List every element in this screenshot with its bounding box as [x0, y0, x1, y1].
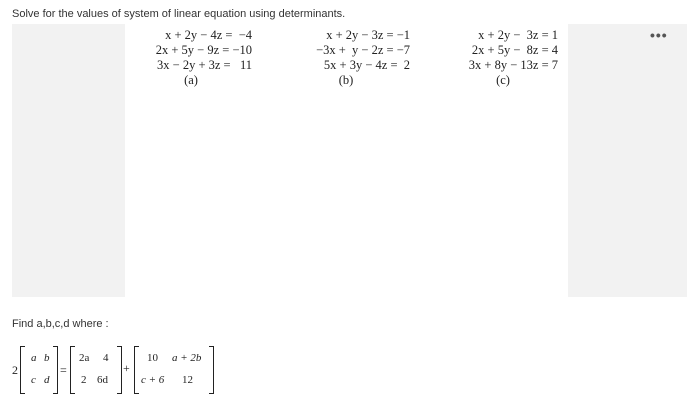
matrix-cell: 4: [103, 352, 109, 364]
matrix-1: [70, 346, 122, 394]
bracket-right: [53, 346, 58, 394]
matrix-cell: 10: [147, 352, 158, 364]
more-options-icon[interactable]: •••: [650, 27, 668, 43]
equation: x + 2y − 4z = −4: [165, 28, 252, 42]
system-label: (b): [338, 73, 354, 87]
equation: x + 2y − 3z = 1: [478, 28, 558, 42]
matrix-lhs: [20, 346, 58, 394]
system-panel-right: [568, 24, 687, 297]
equation: 2x + 5y − 9z = −10: [155, 43, 252, 57]
question-1-title: Solve for the values of system of linear equation using determinants.: [12, 8, 346, 20]
matrix-cell: 12: [182, 374, 193, 386]
system-c: [448, 28, 558, 88]
bracket-left: [70, 346, 75, 394]
bracket-left: [134, 346, 139, 394]
equals-sign: =: [60, 363, 67, 377]
matrix-cell: 6d: [97, 374, 108, 386]
system-a: [130, 28, 252, 88]
matrix-cell: c: [31, 374, 36, 386]
matrix-cell: 2: [81, 374, 87, 386]
system-label: (c): [496, 73, 510, 87]
equation: 3x + 8y − 13z = 7: [468, 58, 558, 72]
equation: x + 2y − 3z = −1: [326, 28, 410, 42]
equation: 2x + 5y − 8z = 4: [471, 43, 558, 57]
equation: 3x − 2y + 3z = 11: [157, 58, 252, 72]
bracket-left: [20, 346, 25, 394]
matrix-cell: a + 2b: [172, 352, 202, 364]
equation: 5x + 3y − 4z = 2: [323, 58, 410, 72]
matrix-cell: b: [44, 352, 50, 364]
matrix-cell: d: [44, 374, 50, 386]
system-b: [282, 28, 410, 88]
plus-sign: +: [123, 361, 130, 375]
bracket-right: [209, 346, 214, 394]
system-panel-left: [12, 24, 125, 297]
matrix-cell: a: [31, 352, 37, 364]
matrix-2: [134, 346, 214, 394]
bracket-right: [117, 346, 122, 394]
matrix-equation: [12, 346, 222, 396]
question-2-title: Find a,b,c,d where :: [12, 318, 109, 330]
matrix-cell: c + 6: [141, 374, 165, 386]
scalar: 2: [12, 363, 18, 377]
equation: −3x + y − 2z = −7: [316, 43, 410, 57]
matrix-cell: 2a: [79, 352, 90, 364]
system-label: (a): [184, 73, 198, 87]
